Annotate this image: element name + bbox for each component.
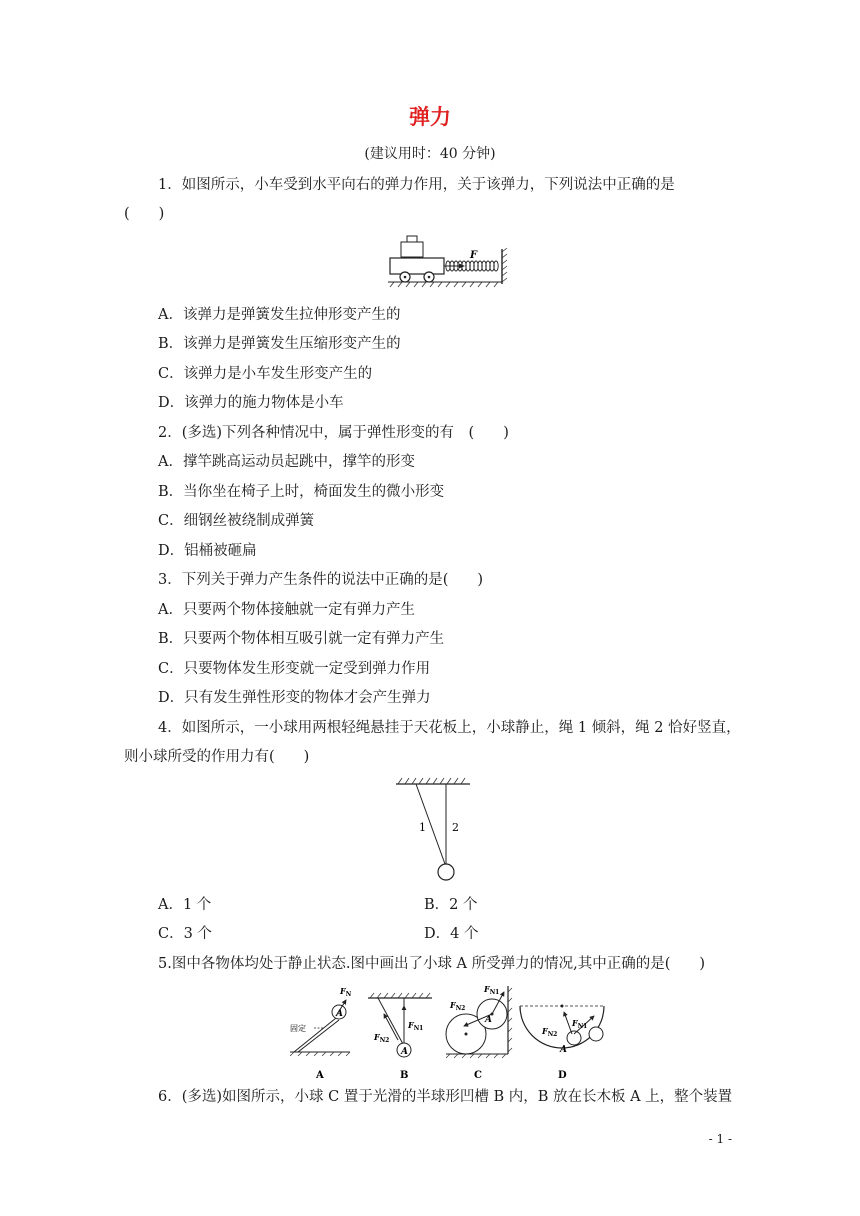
page-number: - 1 - <box>708 1132 732 1146</box>
question-3-option-c: C．只要物体发生形变就一定受到弹力作用 <box>158 661 431 677</box>
question-4-stem: 4．如图所示，一小球用两根轻绳悬挂于天花板上，小球静止，绳 1 倾斜，绳 2 恰好竖直， <box>158 720 741 736</box>
force-label-f: F <box>470 250 478 261</box>
rope-1-label: 1 <box>419 821 426 834</box>
question-4-option-d: D．4 个 <box>424 926 479 942</box>
question-4-option-a: A．1 个 <box>158 897 212 913</box>
panel-d-ball-label: A <box>560 1045 567 1055</box>
question-1-option-c: C．该弹力是小车发生形变产生的 <box>158 366 373 382</box>
question-4-option-b: B．2 个 <box>424 897 478 913</box>
question-5-stem: 5.图中各物体均处于静止状态.图中画出了小球 A 所受弹力的情况,其中正确的是( ) <box>158 956 706 972</box>
question-1-stem: 1．如图所示，小车受到水平向右的弹力作用，关于该弹力，下列说法中正确的是 <box>158 177 675 193</box>
panel-b-ball-label: A <box>401 1047 408 1057</box>
question-2-option-a: A．撑竿跳高运动员起跳中，撑竿的形变 <box>158 454 415 470</box>
panel-c-force-1: $F_{N1}$ <box>484 984 500 996</box>
question-2-option-c: C．细钢丝被绕制成弹簧 <box>158 513 315 529</box>
question-1-answer-blank: ( ) <box>124 206 165 222</box>
question-3-option-d: D．只有发生弹性形变的物体才会产生弹力 <box>158 690 431 706</box>
question-1-option-d: D．该弹力的施力物体是小车 <box>158 395 344 411</box>
panel-c-force-2: $F_{N2}$ <box>450 1000 466 1012</box>
panel-a-caption: A <box>316 1070 324 1081</box>
panel-a-force: $F_N$ <box>340 986 352 998</box>
panel-b-force-1: $F_{N1}$ <box>408 1020 424 1032</box>
panel-c <box>446 984 512 1081</box>
recommended-time: (建议用时：40 分钟) <box>364 146 496 162</box>
panel-c-ball-label: A <box>485 1015 492 1025</box>
panel-a <box>290 986 352 1081</box>
panel-d-force-1: $F_{N1}$ <box>572 1018 588 1030</box>
panel-d-force-2: $F_{N2}$ <box>542 1026 558 1038</box>
question-6-stem: 6．(多选)如图所示，小球 C 置于光滑的半球形凹槽 B 内，B 放在长木板 A 上，整个装置 <box>158 1089 733 1105</box>
question-1-option-b: B．该弹力是弹簧发生压缩形变产生的 <box>158 336 401 352</box>
figure-cart-spring <box>388 232 518 288</box>
question-3-option-a: A．只要两个物体接触就一定有弹力产生 <box>158 602 415 618</box>
panel-c-caption: C <box>474 1070 482 1081</box>
panel-d <box>520 1005 604 1082</box>
figure-four-panels <box>280 982 620 1082</box>
panel-a-fixed-label: 固定 <box>290 1024 306 1033</box>
figure-hanging-ball <box>392 776 472 886</box>
panel-a-ball-label: A <box>336 1009 343 1019</box>
panel-d-caption: D <box>558 1070 567 1081</box>
question-3-stem: 3．下列关于弹力产生条件的说法中正确的是( ) <box>158 572 484 588</box>
panel-b-force-2: $F_{N2}$ <box>374 1032 390 1044</box>
panel-b <box>368 993 432 1081</box>
question-1-option-a: A．该弹力是弹簧发生拉伸形变产生的 <box>158 307 401 323</box>
question-3-option-b: B．只要两个物体相互吸引就一定有弹力产生 <box>158 631 445 647</box>
question-4-option-c: C．3 个 <box>158 926 212 942</box>
question-2-stem: 2．(多选)下列各种情况中，属于弹性形变的有 ( ) <box>158 425 509 441</box>
question-2-option-d: D．铝桶被砸扁 <box>158 543 257 559</box>
page-title: 弹力 <box>409 105 451 129</box>
rope-2-label: 2 <box>452 821 459 834</box>
panel-b-caption: B <box>400 1070 409 1081</box>
question-4-stem-continued: 则小球所受的作用力有( ) <box>124 749 310 765</box>
question-2-option-b: B．当你坐在椅子上时，椅面发生的微小形变 <box>158 484 445 500</box>
